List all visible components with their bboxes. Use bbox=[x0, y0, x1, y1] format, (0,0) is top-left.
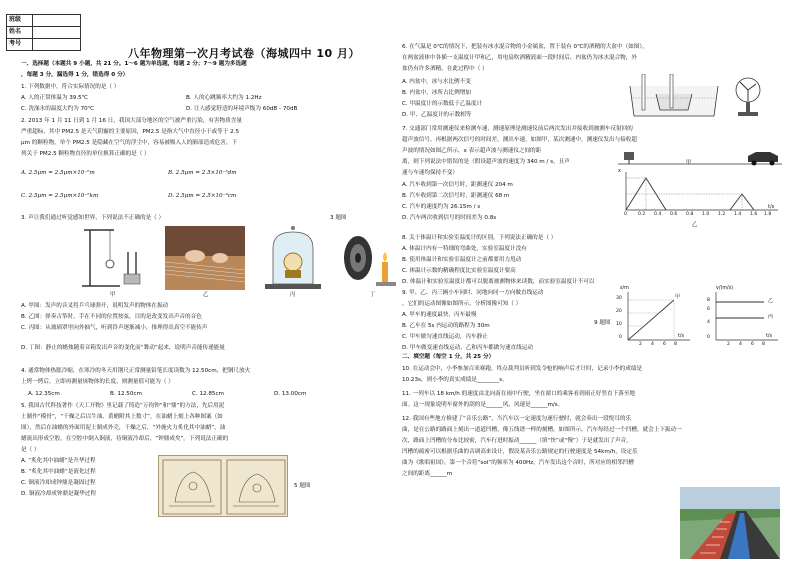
fan-icon bbox=[730, 74, 768, 118]
q9-g1-y-tick: 30 bbox=[616, 296, 622, 301]
q8-option-a: A. 体温计内有一特细的弯曲处，实验室温度计没有 bbox=[402, 246, 527, 252]
q6-line: 6. 在气温是 0℃的情况下，把装有冰水混合物的小金属盆，置于装有 0℃的酒精的大盆中（如图）， bbox=[402, 44, 648, 50]
q9-g1-y-tick: 10 bbox=[616, 322, 622, 327]
q12-line: 曲，是在公路的路面上刻出一道道凹槽，像五线谱一样的刻槽，如图所示，汽车每经过一个凹槽，就会上下振动一 bbox=[402, 427, 682, 433]
name-label: 姓名 bbox=[7, 27, 33, 39]
q1-option-b: B. 人的心跳频率大约为 1.2Hz bbox=[186, 95, 262, 101]
q7-line: 超声波信号，再根据两次信号的时间差，测出车速，如图甲，某次测速中，测速仪发出与接收超 bbox=[402, 137, 637, 143]
q3-option-b: B. 乙图：弹奏古筝时，手在不同的位置按弦，目的是改变发出声音的音色 bbox=[21, 314, 202, 320]
q7-x-tick: 1.8 bbox=[764, 212, 772, 217]
q6-option-c: C. 甲温度计的示数低于乙温度计 bbox=[402, 101, 483, 107]
q9-option-c: C. 甲车做匀速直线运动，丙车静止 bbox=[402, 334, 488, 340]
q4-line: 4. 通常物体热胀冷缩，在寒冷的冬天用钢尺正常测量铅笔长度读数为 12.50cm，把钢尺放火 bbox=[21, 368, 251, 374]
q7-line: 声波的情况如图乙所示，x 表示超声波与测速仪之间的距 bbox=[402, 148, 542, 154]
q5-line: 土制作“模骨”，“干燥之后以牛油、黄蜡附其上数寸”，在油蜡上刻上各种图案（如 bbox=[21, 414, 223, 420]
q9-g2-y-tick: 4 bbox=[707, 320, 710, 325]
q3-stem: 3. 声让我们通过听觉感知世界，下列说法不正确的是（ ） bbox=[21, 215, 165, 221]
q7-x-tick: 1.4 bbox=[734, 212, 742, 217]
q7-line: 7. 交通部门常用测速仪来检测车速，测速原理是测速仪前后两次发出并接收到被测车反射回的 bbox=[402, 126, 633, 132]
q5-option-a: A. “炙化其中油蜡”是升华过程 bbox=[21, 458, 96, 464]
q7-figure-jia-road bbox=[618, 146, 782, 168]
q7-label-jia: 甲 bbox=[686, 160, 692, 166]
q7-line: 离，则下列说法中错误的是（假设超声波的速度为 340 m / s，且声 bbox=[402, 159, 570, 165]
q4-option-a: A. 12.35cm bbox=[28, 391, 60, 397]
q2-line: 2. 2013 年 1 月 11 日到 1 月 16 日，我国大部分地区的空气被严重污染，有害物质含量 bbox=[21, 118, 242, 124]
name-field[interactable] bbox=[33, 27, 81, 39]
q9-g2-x-tick: 2 bbox=[727, 342, 730, 347]
q7-option-d: D. 汽车两次收到信号的时间差为 0.8s bbox=[402, 215, 497, 221]
q3-figure-ding-speaker-candle bbox=[336, 226, 400, 290]
q3-option-a: A. 甲图：发声的音叉将乒乓球弹开，说明发声的物体在振动 bbox=[21, 303, 169, 309]
q8-option-d: D. 体温计和实验室温度计都可以脱离被测物体来读数，而实验室温度计不可以 bbox=[402, 279, 595, 285]
section1-header-line2: ，每题 3 分，漏选得 1 分，错选得 0 分） bbox=[21, 72, 129, 78]
q5-line: 图），然后在油蜡的外面用泥土制成外壳，干燥之后，“外施火力炙化其中油蜡”，油 bbox=[21, 425, 226, 431]
q7-option-a: A. 汽车收到第一次信号时，距测速仪 204 m bbox=[402, 182, 513, 188]
section1-header-line1: 一、选择题（本题共 9 小题，共 21 分。1～6 题为单选题，每题 2 分；7～9 题为多选题 bbox=[21, 61, 247, 67]
q9-g1-x-label: t/s bbox=[678, 334, 684, 339]
q8-option-c: C. 体温计示数的精确程度比实验室温度计要高 bbox=[402, 268, 516, 274]
q5-option-b: B. “炙化其中油蜡”是液化过程 bbox=[21, 469, 96, 475]
q9-line: ，它们的运动图像如图所示，分析图像可知（ ） bbox=[402, 301, 522, 307]
q12-figure-music-road-photo bbox=[680, 487, 780, 559]
q4-option-c: C. 12.85cm bbox=[192, 391, 225, 397]
q2-line: 列关于 PM2.5 颗粒物直径的单位换算正确的是（ ） bbox=[21, 151, 150, 157]
q9-g1-x-tick: 8 bbox=[674, 342, 677, 347]
q9-g1-x-tick: 6 bbox=[663, 342, 666, 347]
exam-title: 八年物理第一次月考试卷（海城四中 10 月） bbox=[128, 47, 360, 60]
q9-g2-series-label-yi: 乙 bbox=[768, 298, 774, 304]
class-label: 班级 bbox=[7, 15, 33, 27]
q10-line: 10. 在运动会中，小李参加百米赛跑，终点裁判员听到发令枪的响声后才计时，记录小李的成绩是 bbox=[402, 366, 643, 372]
q8-stem: 8. 关于体温计和实验室温度计的区别，下列说法正确的是（ ） bbox=[402, 235, 557, 241]
q3-fig-label-yi: 乙 bbox=[203, 292, 209, 298]
q7-x-tick: 0 bbox=[624, 212, 627, 217]
q3-fig-label-bing: 丙 bbox=[290, 292, 296, 298]
q9-g2-x-tick: 4 bbox=[739, 342, 742, 347]
class-field[interactable] bbox=[33, 15, 81, 27]
q9-g2-series-label-bing: 丙 bbox=[768, 314, 774, 320]
q7-x-tick: 0.6 bbox=[670, 212, 678, 217]
q2-line: μm 的颗粒物，单个 PM2.5 是隐藏在空气的浮尘中，容易被吸入人的肺部造成危害，下 bbox=[21, 140, 238, 146]
q9-g2-y-tick: 0 bbox=[707, 335, 710, 340]
q9-option-b: B. 乙车在 5s 内运动的路程为 30m bbox=[402, 323, 490, 329]
q1-stem: 1. 下列数据中，符合实际情况的是（ ） bbox=[21, 84, 120, 90]
q9-option-d: D. 甲车做变速直线运动，乙和丙车都做匀速直线运动 bbox=[402, 345, 533, 351]
q4-option-b: B. 12.50cm bbox=[110, 391, 142, 397]
q9-g1-series-label: 甲 bbox=[675, 294, 681, 300]
q12-line: 12. 我国有些地方修建了“音乐公路”，当汽车以一定速度匀速行驶时，就会奏出一段悦耳的乐 bbox=[402, 416, 632, 422]
q3-fig-caption: 3 题图 bbox=[330, 215, 347, 221]
q9-g2-x-tick: 6 bbox=[751, 342, 754, 347]
q2-option-a: A. 2.5μm = 2.5μm×10⁻⁶m bbox=[21, 170, 95, 176]
q7-x-tick: 0.4 bbox=[654, 212, 662, 217]
q5-line: 5. 我国古代科技著作《天工开物》里记载了铸造“万钧钟”和“鼎”的方法，先后用泥 bbox=[21, 403, 225, 409]
q9-g2-y-label: v/(m/s) bbox=[716, 286, 733, 291]
q7-x-tick: 0.8 bbox=[686, 212, 694, 217]
q3-figure-bing-bell-jar bbox=[263, 226, 323, 290]
q6-option-b: B. 内盆中，冰所占比例增加 bbox=[402, 90, 471, 96]
q12-line: 次，路面上凹槽的分布比较密，汽车行进时振动______（填“快”或“慢”）于是就发出了声音， bbox=[402, 438, 632, 444]
q1-option-c: C. 洗澡水的温度大约为 70℃ bbox=[21, 106, 94, 112]
q9-option-a: A. 甲车的速度最快，丙车最慢 bbox=[402, 312, 477, 318]
q5-fig-caption: 5 题图 bbox=[294, 483, 311, 489]
q11-line: 11. 一列车以 18 km/h 的速度由北向南在雨中行驶，坐在窗口的乘客看到雨正好竖直下落至地 bbox=[402, 391, 636, 397]
q3-fig-label-jia: 甲 bbox=[110, 292, 116, 298]
q6-option-d: D. 甲、乙温度计的示数相等 bbox=[402, 112, 472, 118]
q5-line: 蜡流出形成空腔，在空腔中倒入铜液，待铜液冷却后，“钟鼎成矣”。下列说法正确的 bbox=[21, 436, 229, 442]
q7-label-yi: 乙 bbox=[692, 222, 698, 228]
q8-option-b: B. 使用体温计和实验室温度计之前都要用力甩动 bbox=[402, 257, 522, 263]
q4-line: 上烤一烤后，立即再测量该物体的长度，则测量值可能为（ ） bbox=[21, 379, 174, 385]
q9-g1-x-tick: 2 bbox=[639, 342, 642, 347]
q9-g1-x-tick: 4 bbox=[651, 342, 654, 347]
q6-figure-basins bbox=[626, 74, 722, 118]
q4-option-d: D. 13.00cm bbox=[274, 391, 307, 397]
q7-line: 速与车速均保持不变） bbox=[402, 170, 458, 176]
q1-option-d: D. 让人感觉舒适的环境声级为 60dB - 70dB bbox=[186, 106, 298, 112]
q6-option-a: A. 内盆中，冰与水比例不变 bbox=[402, 79, 471, 85]
q2-option-c: C. 2.5μm = 2.5μm×10⁻⁶km bbox=[21, 193, 99, 199]
q9-g1-y-tick: 0 bbox=[619, 335, 622, 340]
q9-g2-x-tick: 8 bbox=[762, 342, 765, 347]
q9-g2-y-tick: 8 bbox=[707, 298, 710, 303]
q7-x-ticks bbox=[622, 212, 782, 220]
q3-option-d: D. 丁图：静止的蜡烛随着音箱发出声音的变化而“舞动”起来，说明声音能传递能量 bbox=[21, 345, 225, 351]
q2-option-d: D. 2.5μm = 2.5×10⁻⁹cm bbox=[168, 193, 237, 199]
q9-g2-y-tick: 6 bbox=[707, 307, 710, 312]
q7-x-axis-label: t/s bbox=[768, 204, 775, 210]
exam-number-field[interactable] bbox=[33, 39, 81, 51]
q5-option-c: C. 铜液冷却成钟鼎是凝固过程 bbox=[21, 480, 96, 486]
q6-line: 在两盆液体中各插一支温度计甲和乙，用电扇吹酒精液面一段时间后，内盆仍为冰水混合物，外 bbox=[402, 55, 637, 61]
q7-graph-x-mark: x bbox=[618, 168, 621, 174]
q3-fig-label-ding: 丁 bbox=[370, 292, 376, 298]
q7-x-tick: 1.6 bbox=[750, 212, 758, 217]
q9-g2-x-label: t/s bbox=[766, 334, 772, 339]
student-info-table bbox=[6, 14, 81, 51]
q7-option-c: C. 汽车的速度约为 26.15m / s bbox=[402, 204, 481, 210]
exam-number-label: 考号 bbox=[7, 39, 33, 51]
q9-fig-caption: 9 题图 bbox=[594, 320, 611, 326]
q3-option-c: C. 丙图：从玻璃罩里向外抽气，听到铃声逐渐减小，推理得出真空不能传声 bbox=[21, 325, 208, 331]
q5-line: 是（ ） bbox=[21, 447, 40, 453]
q7-x-tick: 0.2 bbox=[638, 212, 646, 217]
q9-g1-y-label: s/m bbox=[620, 286, 629, 291]
q12-line: 曲为《歌唱祖国》，第一个音符“sol”的频率为 400Hz，汽车发出这个音时，所对应的相邻凹槽 bbox=[402, 460, 634, 466]
q12-line: 凹槽的疏密可以根据乐曲的音调高来设计，假设某音乐公路规定的行驶速度是 54km/h，设定乐 bbox=[402, 449, 638, 455]
q11-line: 面。这一现象说明车窗外的刮的是______风，风速是______m/s。 bbox=[402, 402, 564, 408]
q10-line: 10.23s，则小李的真实成绩是________s。 bbox=[402, 377, 508, 383]
q5-option-d: D. 铜液冷却成钟鼎是凝华过程 bbox=[21, 491, 96, 497]
q9-line: 9. 甲、乙、丙三辆小车同时、同地向同一方向做直线运动 bbox=[402, 290, 544, 296]
q2-line: 严重超标，其中 PM2.5 是天气阴霾的主要原因，PM2.5 是指大气中直径小于或等于 2.5 bbox=[21, 129, 240, 135]
q3-figure-yi-guzheng bbox=[165, 226, 245, 290]
q7-option-b: B. 汽车收到第二次信号时，距测速仪 68 m bbox=[402, 193, 510, 199]
q7-x-tick: 1.2 bbox=[718, 212, 726, 217]
q12-line: 之间的距离______m bbox=[402, 471, 453, 477]
section2-header: 二、填空题（每空 1 分，共 25 分） bbox=[402, 354, 495, 360]
q5-figure-ancient-casting bbox=[158, 455, 288, 517]
q1-option-a: A. 人的正常体温为 39.5℃ bbox=[21, 95, 88, 101]
q3-figure-jia-tuning-fork bbox=[80, 226, 150, 290]
q7-x-tick: 1.0 bbox=[702, 212, 710, 217]
q9-g1-y-tick: 20 bbox=[616, 309, 622, 314]
q2-option-b: B. 2.5μm = 2.5×10⁻⁵dm bbox=[168, 170, 237, 176]
q6-line: 盆仍有许多酒精，在此过程中（ ） bbox=[402, 66, 488, 72]
